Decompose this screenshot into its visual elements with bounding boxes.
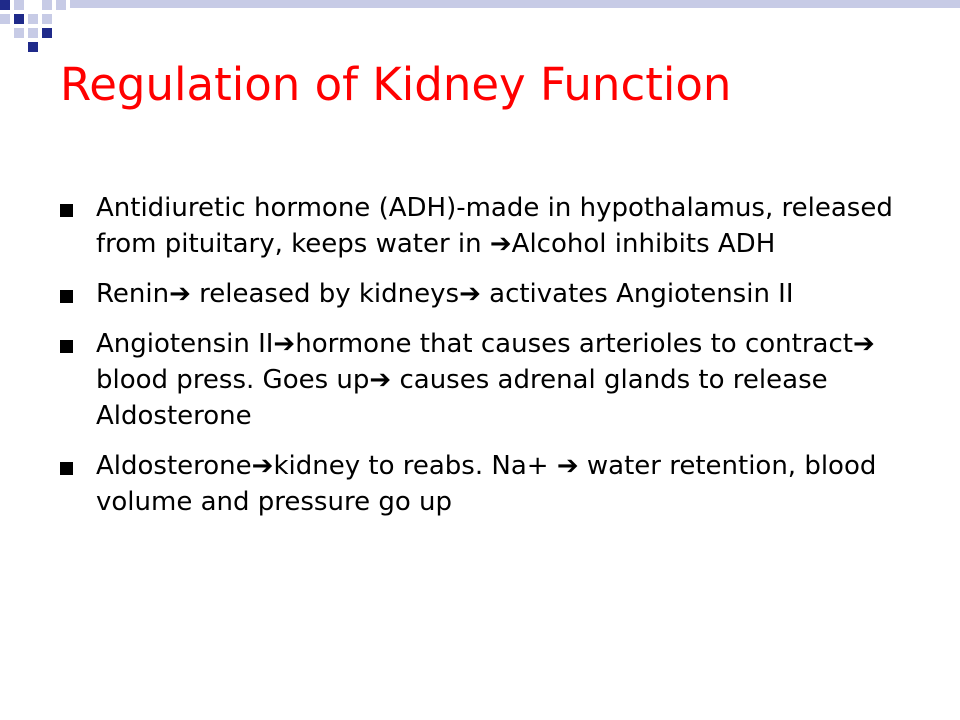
right-arrow-icon: ➔ [489,229,512,259]
bullet-text [96,451,876,517]
deco-square-light-5 [28,28,38,38]
right-arrow-icon: ➔ [852,329,875,359]
right-arrow-icon: ➔ [369,365,392,395]
deco-square-dark-3 [28,42,38,52]
square-bullet-icon [60,340,73,353]
square-bullet-icon [60,204,73,217]
bullet-text-segment: hormone that causes arterioles to contract [295,329,853,359]
bullet-text-segment: released by kidneys [190,279,460,309]
bullet-text-segment: kidney to reabs. Na+ [273,451,557,481]
deco-square-light-1 [14,0,24,10]
bullet-text-segment: activates Angiotensin II [480,279,794,309]
deco-square-light-8 [56,0,66,10]
bullet-text-segment: Aldosterone [96,451,252,481]
bullet-text-segment: Alcohol inhibits ADH [511,229,776,259]
bullet-text-segment: blood press. Goes up [96,365,370,395]
deco-square-light-3 [14,28,24,38]
slide-title: Regulation of Kidney Function [60,58,732,111]
deco-square-light-4 [28,14,38,24]
square-bullet-icon [60,462,73,475]
bullet-item-adh [60,190,910,262]
deco-square-light-7 [42,14,52,24]
deco-square-dark-2 [14,14,24,24]
bullet-list [60,190,910,534]
bullet-text [96,193,893,259]
deco-square-dark-4 [42,28,52,38]
bullet-item-renin [60,276,910,312]
deco-square-light-2 [0,14,10,24]
bullet-text-segment: Antidiuretic hormone (ADH)-made in hypothalamus, released from pituitary, keeps water in [96,193,893,259]
deco-square-light-6 [42,0,52,10]
right-arrow-icon: ➔ [169,279,191,309]
bullet-text-segment: Angiotensin II [96,329,274,359]
right-arrow-icon: ➔ [459,279,481,309]
right-arrow-icon: ➔ [556,451,579,481]
bullet-item-aldosterone [60,448,910,520]
right-arrow-icon: ➔ [273,329,296,359]
bullet-text [96,329,875,431]
right-arrow-icon: ➔ [251,451,274,481]
bullet-text-segment: Renin [96,279,170,309]
deco-top-bar [70,0,960,8]
corner-decoration [0,0,960,60]
bullet-text-segment: water retention, blood volume and pressure go up [96,451,877,517]
bullet-text [96,279,794,309]
deco-square-dark-1 [0,0,10,10]
bullet-text-segment: causes adrenal glands to release Aldosterone [96,365,828,431]
bullet-item-angiotensin [60,326,910,434]
square-bullet-icon [60,290,73,303]
